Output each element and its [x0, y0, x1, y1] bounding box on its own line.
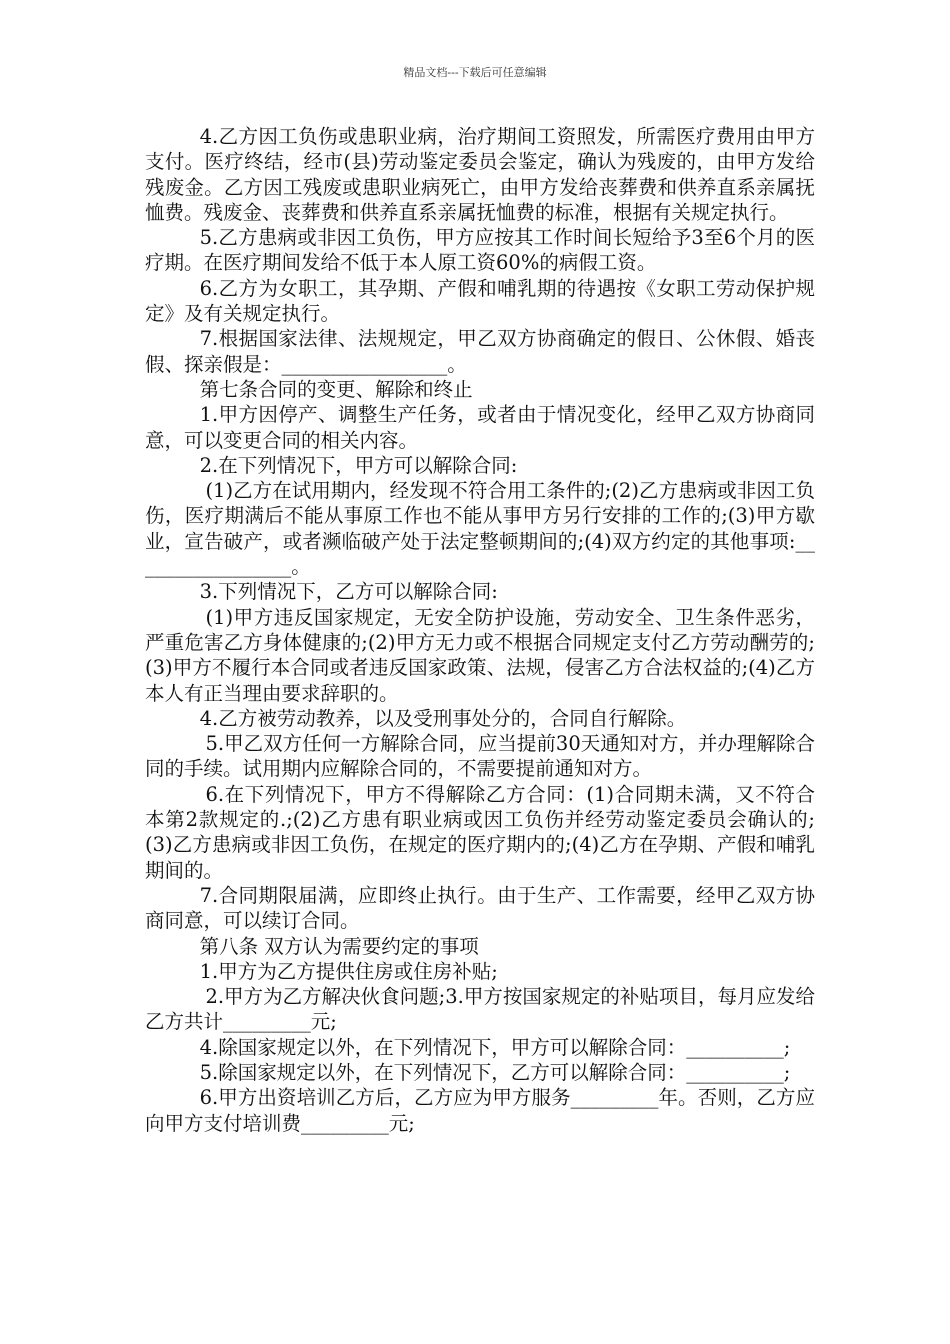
- clause-paragraph: 5.甲乙双方任何一方解除合同，应当提前30天通知对方，并办理解除合同的手续。试用期内应解除合同的，不需要提前通知对方。: [145, 732, 815, 781]
- clause-paragraph: 5.除国家规定以外，在下列情况下，乙方可以解除合同：__________;: [199, 1060, 791, 1084]
- clause-paragraph: 2.甲方为乙方解决伙食问题;3.甲方按国家规定的补贴项目，每月应发给乙方共计_________元;: [145, 985, 815, 1034]
- clause-paragraph: 6.甲方出资培训乙方后，乙方应为甲方服务_________年。否则，乙方应向甲方支付培训费_________元;: [145, 1086, 815, 1135]
- sub-clause-paragraph: (1)乙方在试用期内，经发现不符合用工条件的;(2)乙方患病或非因工负伤，医疗期满后不能从事原工作也不能从事甲方另行安排的工作的;(3)甲方歇业，宣告破产，或者濒临破产处于法定整顿期间的;(4)双方约定的其他事项:_________________。: [145, 479, 815, 579]
- clause-paragraph: 1.甲方为乙方提供住房或住房补贴;: [199, 959, 498, 983]
- clause-paragraph: 6.在下列情况下，甲方不得解除乙方合同：(1)合同期未满，又不符合本第2款规定的.;(2)乙方患有职业病或因工负伤并经劳动鉴定委员会确认的;(3)乙方患病或非因工负伤，在规定的医疗期内的;(4)乙方在孕期、产假和哺乳期间的。: [145, 782, 815, 882]
- sub-clause-paragraph: (1)甲方违反国家规定，无安全防护设施，劳动安全、卫生条件恶劣，严重危害乙方身体健康的;(2)甲方无力或不根据合同规定支付乙方劳动酬劳的;(3)甲方不履行本合同或者违反国家政策、法规，侵害乙方合法权益的;(4)乙方本人有正当理由要求辞职的。: [145, 605, 815, 705]
- clause-paragraph: 7.合同期限届满，应即终止执行。由于生产、工作需要，经甲乙双方协商同意，可以续订合同。: [145, 883, 815, 933]
- document-body: [145, 124, 815, 1136]
- section-heading: 第八条 双方认为需要约定的事项: [199, 934, 479, 958]
- clause-paragraph: 5.乙方患病或非因工负伤，甲方应按其工作时间长短给予3至6个月的医疗期。在医疗期间发给不低于本人原工资60%的病假工资。: [145, 226, 815, 275]
- clause-paragraph: 2.在下列情况下，甲方可以解除合同:: [199, 453, 518, 477]
- section-heading: 第七条合同的变更、解除和终止: [199, 377, 473, 401]
- clause-paragraph: 4.乙方被劳动教养，以及受刑事处分的，合同自行解除。: [199, 706, 687, 730]
- clause-paragraph: 4.乙方因工负伤或患职业病，治疗期间工资照发，所需医疗费用由甲方支付。医疗终结，经市(县)劳动鉴定委员会鉴定，确认为残废的，由甲方发给残废金。乙方因工残废或患职业病死亡，由甲方发给丧葬费和供养直系亲属抚恤费。残废金、丧葬费和供养直系亲属抚恤费的标准，根据有关规定执行。: [145, 125, 815, 224]
- clause-paragraph: 6.乙方为女职工，其孕期、产假和哺乳期的待遇按《女职工劳动保护规定》及有关规定执行。: [145, 276, 815, 326]
- clause-paragraph: 4.除国家规定以外，在下列情况下，甲方可以解除合同：__________;: [199, 1035, 791, 1059]
- page-header: 精品文档---下载后可任意编辑: [403, 66, 547, 79]
- clause-paragraph: 1.甲方因停产、调整生产任务，或者由于情况变化，经甲乙双方协商同意，可以变更合同的相关内容。: [145, 403, 815, 452]
- clause-paragraph: 3.下列情况下，乙方可以解除合同:: [199, 580, 498, 604]
- clause-paragraph: 7.根据国家法律、法规规定，甲乙双方协商确定的假日、公休假、婚丧假、探亲假是：_________________。: [145, 327, 815, 376]
